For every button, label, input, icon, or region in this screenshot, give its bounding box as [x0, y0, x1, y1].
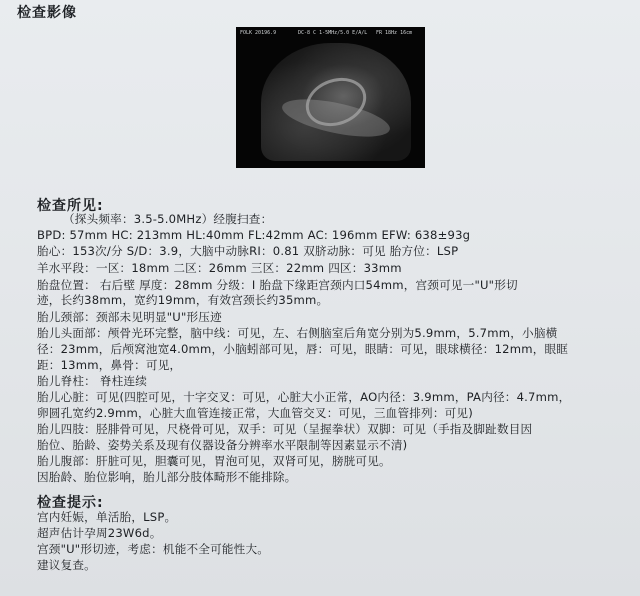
ultrasound-image: [236, 27, 425, 168]
findings-line: 胎儿心脏：可见(四腔可见，十字交叉：可见，心脏大小正常，AO内径：3.9mm，PA内径：4.7mm，: [37, 390, 571, 404]
ultrasound-header-mid: DC-8 C 1-5MHz/5.0 E/A/L: [298, 30, 368, 36]
findings-line: 因胎龄、胎位影响，胎儿部分肢体畸形不能排除。: [37, 470, 297, 484]
impression-line: 宫内妊娠，单活胎，LSP。: [37, 510, 177, 524]
findings-line: 距：13mm，鼻骨：可见，: [37, 358, 182, 372]
findings-section-title: 检查所见:: [37, 198, 104, 214]
findings-line: 羊水平段：一区：18mm 二区：26mm 三区：22mm 四区：33mm: [37, 261, 402, 275]
findings-line: BPD: 57mm HC: 213mm HL:40mm FL:42mm AC: 196mm EFW: 638±93g: [37, 228, 471, 242]
findings-line: 卵圆孔宽约2.9mm，心脏大血管连接正常，大血管交叉：可见，三血管排列：可见): [37, 406, 473, 420]
impression-line: 宫颈"U"形切迹，考虑：机能不全可能性大。: [37, 542, 270, 556]
findings-line: 胎儿四肢：胫腓骨可见，尺桡骨可见，双手：可见（呈握拳状）双脚：可见（手指及脚趾数目因: [37, 422, 533, 436]
findings-line: 胎儿腹部：肝脏可见，胆囊可见，胃泡可见，双肾可见，膀胱可见。: [37, 454, 391, 468]
findings-line: 胎心：153次/分 S/D：3.9，大脑中动脉RI：0.81 双脐动脉：可见 胎方位：LSP: [37, 244, 459, 258]
impression-section-title: 检查提示:: [37, 495, 104, 511]
findings-line: 迹，长约38mm，宽约19mm，有效宫颈长约35mm。: [37, 293, 329, 307]
impression-line: 建议复查。: [37, 558, 96, 572]
findings-line: 径：23mm，后颅窝池宽4.0mm，小脑蚓部可见，唇：可见，眼睛：可见，眼球横径：12mm，眼眶: [37, 342, 569, 356]
findings-line: 胎儿脊柱： 脊柱连续: [37, 374, 148, 388]
image-section-title: 检查影像: [17, 5, 77, 21]
findings-line: 胎儿颈部：颈部未见明显"U"形压迹: [37, 310, 222, 324]
findings-line: （探头频率：3.5-5.0MHz）经腹扫查：: [63, 212, 273, 226]
findings-line: 胎盘位置： 右后壁 厚度：28mm 分级：I 胎盘下缘距宫颈内口54mm，宫颈可见一"U"形切: [37, 278, 518, 292]
findings-line: 胎位、胎龄、姿势关系及现有仪器设备分辨率水平限制等因素显示不清): [37, 438, 408, 452]
ultrasound-header-right: FR 18Hz 16cm: [376, 30, 413, 36]
findings-line: 胎儿头面部：颅骨光环完整，脑中线：可见，左、右侧脑室后角宽分别为5.9mm，5.7mm，小脑横: [37, 326, 558, 340]
impression-line: 超声估计孕周23W6d。: [37, 526, 162, 540]
ultrasound-scan-area: [261, 43, 411, 161]
ultrasound-header-left: FOLK 20196.9: [240, 30, 277, 36]
